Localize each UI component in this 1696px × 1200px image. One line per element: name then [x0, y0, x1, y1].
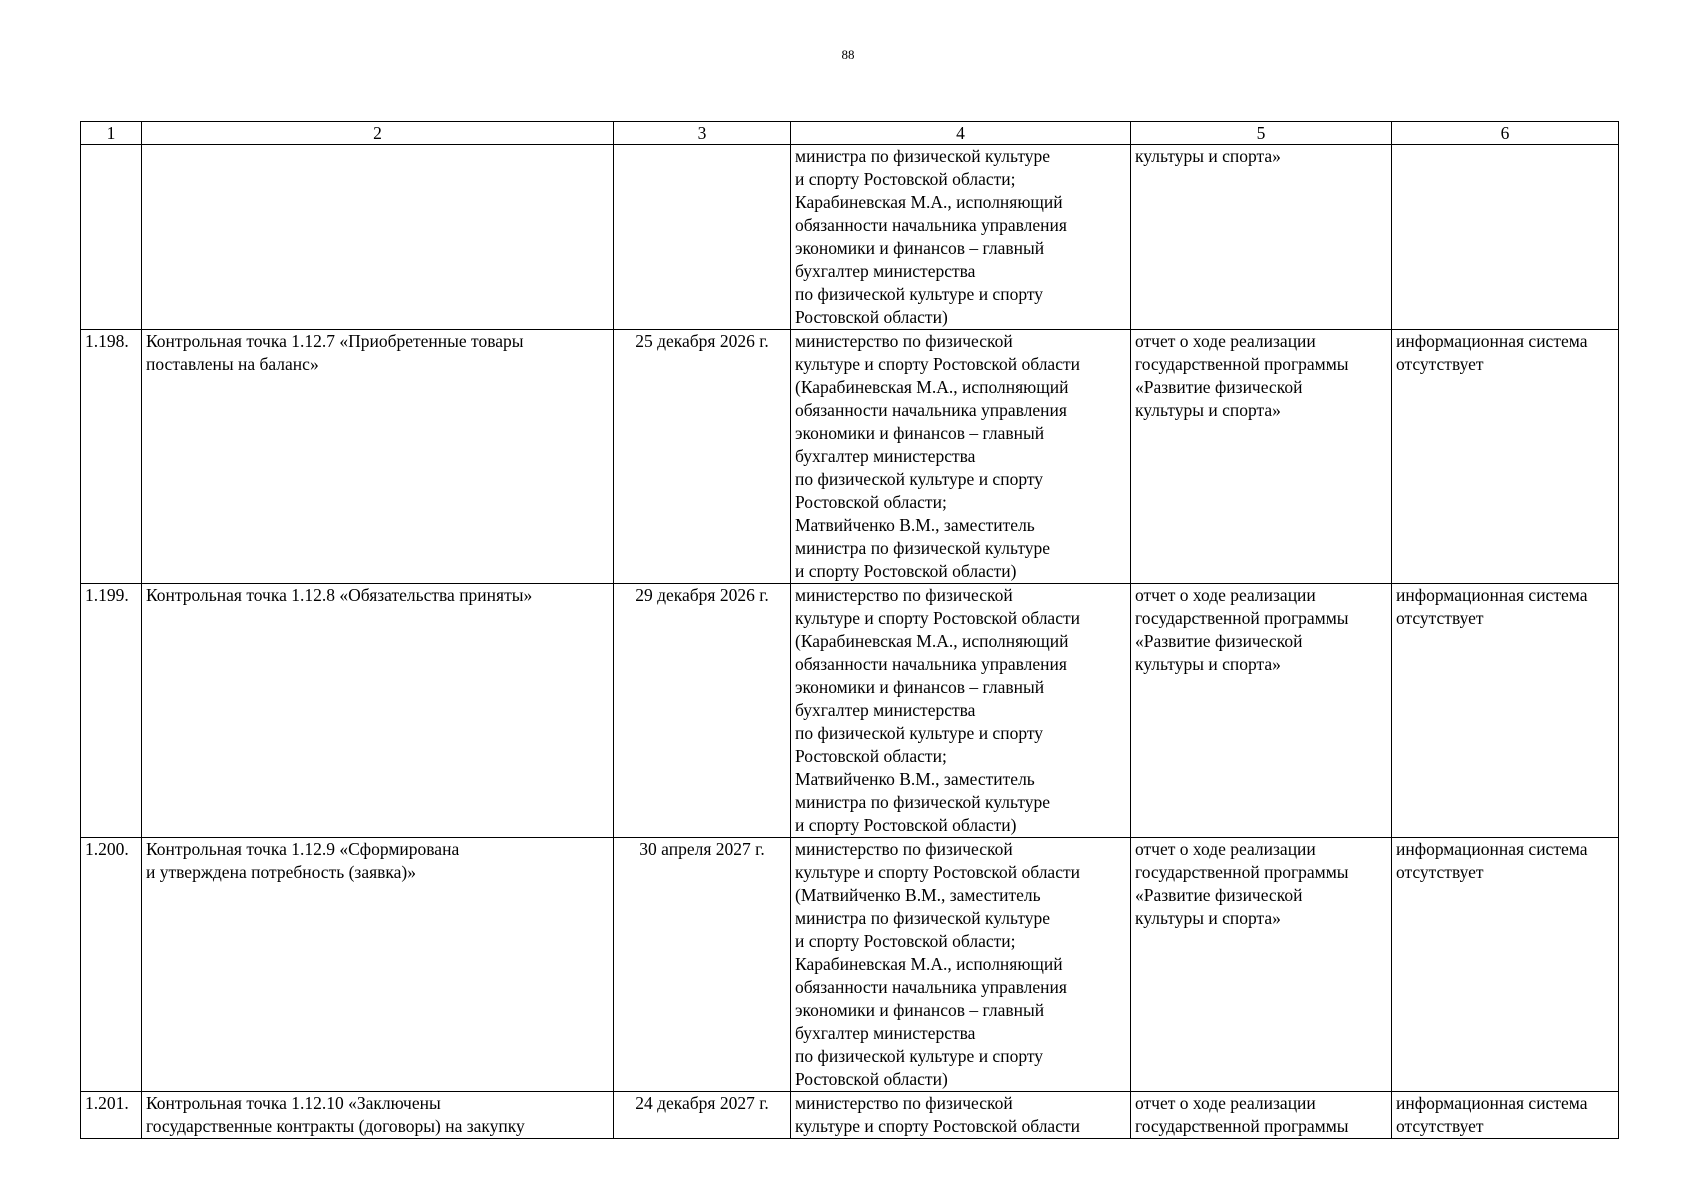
- control-point-name-line: государственные контракты (договоры) на закупку: [146, 1116, 525, 1136]
- responsible-executor-line: министерство по физической: [795, 839, 1013, 859]
- responsible-executor-line: и спорту Ростовской области;: [795, 169, 1016, 189]
- information-system-cell: [1392, 838, 1619, 1092]
- plan-table: [80, 121, 1619, 1139]
- control-point-name-cell: [142, 838, 614, 1092]
- responsible-executor-line: министра по физической культуре: [795, 146, 1051, 166]
- information-system-cell: [1392, 1092, 1619, 1139]
- responsible-executor-line: Матвийченко В.М., заместитель: [795, 769, 1035, 789]
- responsible-executor-line: обязанности начальника управления: [795, 977, 1067, 997]
- responsible-executor-line: по физической культуре и спорту: [795, 1046, 1043, 1066]
- information-system-line: отсутствует: [1396, 862, 1484, 882]
- information-system-cell: [1392, 330, 1619, 584]
- confirming-document-line: «Развитие физической: [1135, 885, 1303, 905]
- responsible-executor-line: бухгалтер министерства: [795, 700, 976, 720]
- responsible-executor-line: экономики и финансов – главный: [795, 238, 1045, 258]
- row-number-cell: 1.200.: [81, 838, 142, 1092]
- confirming-document-line: «Развитие физической: [1135, 631, 1303, 651]
- header-col-6: 6: [1392, 122, 1619, 145]
- responsible-executor-line: Ростовской области): [795, 307, 948, 327]
- control-point-name-line: поставлены на баланс»: [146, 354, 319, 374]
- confirming-document-cell: [1131, 145, 1392, 330]
- confirming-document-cell: [1131, 1092, 1392, 1139]
- header-col-4: 4: [791, 122, 1131, 145]
- control-point-name-line: Контрольная точка 1.12.7 «Приобретенные товары: [146, 331, 524, 351]
- header-col-2: 2: [142, 122, 614, 145]
- confirming-document-line: отчет о ходе реализации: [1135, 839, 1316, 859]
- due-date-cell: 24 декабря 2027 г.: [614, 1092, 791, 1139]
- information-system-cell: [1392, 584, 1619, 838]
- responsible-executor-line: по физической культуре и спорту: [795, 284, 1043, 304]
- responsible-executor-line: министра по физической культуре: [795, 908, 1051, 928]
- responsible-executor-line: бухгалтер министерства: [795, 446, 976, 466]
- responsible-executor-line: обязанности начальника управления: [795, 215, 1067, 235]
- table-row: [81, 145, 1619, 330]
- responsible-executor-line: Ростовской области): [795, 1069, 948, 1089]
- responsible-executor-line: Карабиневская М.А., исполняющий: [795, 954, 1063, 974]
- confirming-document-line: отчет о ходе реализации: [1135, 585, 1316, 605]
- header-col-5: 5: [1131, 122, 1392, 145]
- due-date-cell: 29 декабря 2026 г.: [614, 584, 791, 838]
- page-number: 88: [841, 47, 855, 62]
- confirming-document-cell: [1131, 330, 1392, 584]
- confirming-document-line: «Развитие физической: [1135, 377, 1303, 397]
- responsible-executor-line: министерство по физической: [795, 331, 1013, 351]
- row-number-cell: [81, 145, 142, 330]
- control-point-name-line: Контрольная точка 1.12.9 «Сформирована: [146, 839, 460, 859]
- responsible-executor-line: обязанности начальника управления: [795, 400, 1067, 420]
- information-system-line: информационная система: [1396, 585, 1588, 605]
- table-body: [81, 145, 1619, 1139]
- header-col-3: 3: [614, 122, 791, 145]
- responsible-executor-line: экономики и финансов – главный: [795, 677, 1045, 697]
- table-row: [81, 838, 1619, 1092]
- responsible-executor-line: Матвийченко В.М., заместитель: [795, 515, 1035, 535]
- responsible-executor-line: культуре и спорту Ростовской области: [795, 608, 1080, 628]
- confirming-document-line: культуры и спорта»: [1135, 908, 1281, 928]
- responsible-executor-line: бухгалтер министерства: [795, 1023, 976, 1043]
- due-date-cell: [614, 145, 791, 330]
- responsible-executor-line: (Карабиневская М.А., исполняющий: [795, 631, 1069, 651]
- responsible-executor-line: бухгалтер министерства: [795, 261, 976, 281]
- control-point-name-line: Контрольная точка 1.12.10 «Заключены: [146, 1093, 441, 1113]
- responsible-executor-line: культуре и спорту Ростовской области: [795, 1116, 1080, 1136]
- information-system-line: информационная система: [1396, 1093, 1588, 1113]
- responsible-executor-line: и спорту Ростовской области;: [795, 931, 1016, 951]
- confirming-document-line: отчет о ходе реализации: [1135, 1093, 1316, 1113]
- responsible-executor-line: культуре и спорту Ростовской области: [795, 862, 1080, 882]
- responsible-executor-line: по физической культуре и спорту: [795, 469, 1043, 489]
- confirming-document-line: культуры и спорта»: [1135, 146, 1281, 166]
- confirming-document-line: государственной программы: [1135, 608, 1349, 628]
- control-point-name-cell: [142, 584, 614, 838]
- confirming-document-line: культуры и спорта»: [1135, 654, 1281, 674]
- responsible-executor-line: министерство по физической: [795, 1093, 1013, 1113]
- responsible-executor-line: министерство по физической: [795, 585, 1013, 605]
- confirming-document-line: государственной программы: [1135, 354, 1349, 374]
- responsible-executor-line: по физической культуре и спорту: [795, 723, 1043, 743]
- information-system-line: отсутствует: [1396, 1116, 1484, 1136]
- responsible-executor-line: Карабиневская М.А., исполняющий: [795, 192, 1063, 212]
- control-point-name-cell: [142, 330, 614, 584]
- table-row: [81, 584, 1619, 838]
- responsible-executor-cell: [791, 584, 1131, 838]
- responsible-executor-line: культуре и спорту Ростовской области: [795, 354, 1080, 374]
- responsible-executor-cell: [791, 1092, 1131, 1139]
- responsible-executor-line: обязанности начальника управления: [795, 654, 1067, 674]
- information-system-line: отсутствует: [1396, 354, 1484, 374]
- responsible-executor-line: Ростовской области;: [795, 746, 947, 766]
- confirming-document-line: государственной программы: [1135, 862, 1349, 882]
- confirming-document-cell: [1131, 838, 1392, 1092]
- information-system-cell: [1392, 145, 1619, 330]
- confirming-document-line: культуры и спорта»: [1135, 400, 1281, 420]
- responsible-executor-line: и спорту Ростовской области): [795, 815, 1017, 835]
- control-point-name-line: Контрольная точка 1.12.8 «Обязательства приняты»: [146, 585, 533, 605]
- responsible-executor-line: (Матвийченко В.М., заместитель: [795, 885, 1041, 905]
- responsible-executor-cell: [791, 145, 1131, 330]
- header-col-1: 1: [81, 122, 142, 145]
- header-row: [81, 122, 1619, 145]
- row-number-cell: 1.199.: [81, 584, 142, 838]
- responsible-executor-line: и спорту Ростовской области): [795, 561, 1017, 581]
- control-point-name-cell: [142, 1092, 614, 1139]
- due-date-cell: 25 декабря 2026 г.: [614, 330, 791, 584]
- control-point-name-cell: [142, 145, 614, 330]
- row-number-cell: 1.201.: [81, 1092, 142, 1139]
- confirming-document-cell: [1131, 584, 1392, 838]
- responsible-executor-line: экономики и финансов – главный: [795, 423, 1045, 443]
- responsible-executor-line: (Карабиневская М.А., исполняющий: [795, 377, 1069, 397]
- responsible-executor-line: министра по физической культуре: [795, 792, 1051, 812]
- information-system-line: отсутствует: [1396, 608, 1484, 628]
- control-point-name-line: и утверждена потребность (заявка)»: [146, 862, 416, 882]
- confirming-document-line: государственной программы: [1135, 1116, 1349, 1136]
- responsible-executor-line: министра по физической культуре: [795, 538, 1051, 558]
- responsible-executor-line: Ростовской области;: [795, 492, 947, 512]
- table-row: [81, 1092, 1619, 1139]
- due-date-cell: 30 апреля 2027 г.: [614, 838, 791, 1092]
- table-row: [81, 330, 1619, 584]
- confirming-document-line: отчет о ходе реализации: [1135, 331, 1316, 351]
- responsible-executor-cell: [791, 838, 1131, 1092]
- information-system-line: информационная система: [1396, 331, 1588, 351]
- row-number-cell: 1.198.: [81, 330, 142, 584]
- responsible-executor-cell: [791, 330, 1131, 584]
- information-system-line: информационная система: [1396, 839, 1588, 859]
- responsible-executor-line: экономики и финансов – главный: [795, 1000, 1045, 1020]
